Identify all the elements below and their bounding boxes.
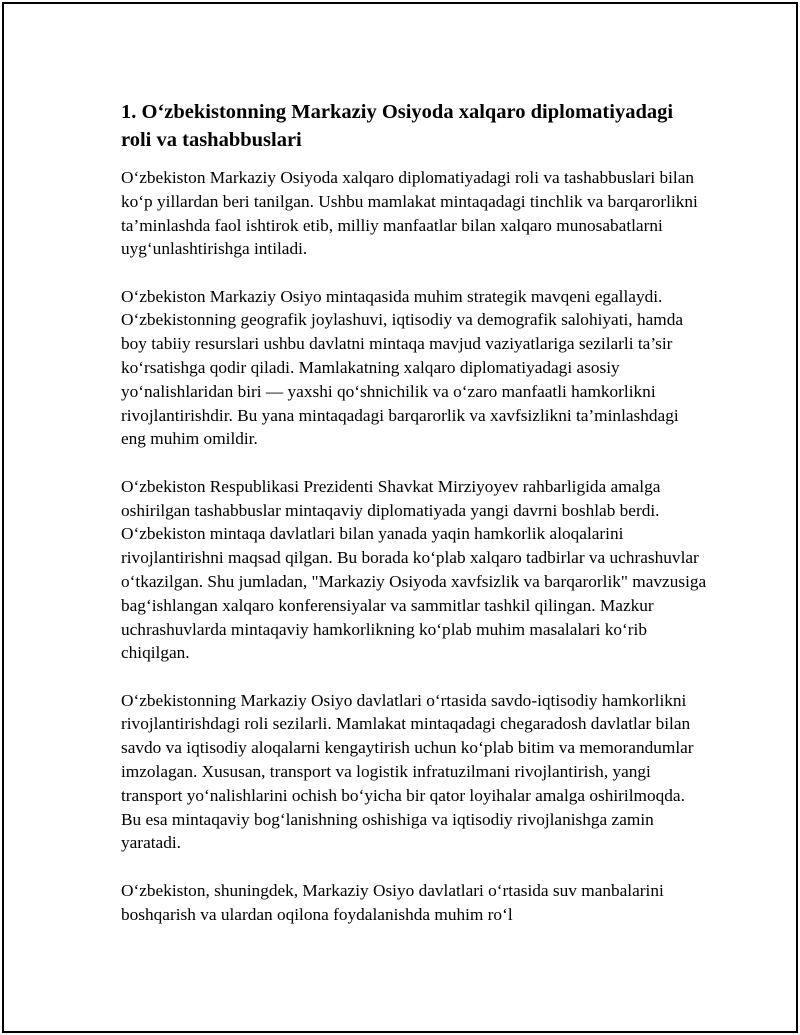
paragraph: O‘zbekiston Respublikasi Prezidenti Shavkat Mirziyoyev rahbarligida amalga oshirilgan tashabbuslar mintaqaviy diplomatiyada yangi davrni boshlab berdi. O‘zbekiston mintaqa davlatlari bilan yanada yaqin hamkorlik aloqalarini rivojlantirishni maqsad qilgan. Bu borada ko‘plab xalqaro tadbirlar va uchrashuvlar o‘tkazilgan. Shu jumladan, "Markaziy Osiyoda xavfsizlik va barqarorlik" mavzusiga bag‘ishlangan xalqaro konferensiyalar va sammitlar tashkil qilingan. Mazkur uchrashuvlarda mintaqaviy hamkorlikning ko‘plab muhim masalalari ko‘rib chiqilgan. — [121, 476, 707, 663]
paragraph: O‘zbekistonning Markaziy Osiyo davlatlari o‘rtasida savdo-iqtisodiy hamkorlikni rivojlantirishdagi roli sezilarli. Mamlakat mintaqadagi chegaradosh davlatlar bilan savdo va iqtisodiy aloqalarni kengaytirish uchun ko‘plab bitim va memorandumlar imzolagan. Xususan, transport va logistik infratuzilmani rivojlantirish, yangi transport yo‘nalishlarini ochish bo‘yicha bir qator loyihalar amalga oshirilmoqda. Bu esa mintaqaviy bog‘lanishning oshishiga va iqtisodiy rivojlanishga zamin yaratadi. — [121, 690, 694, 853]
section-title: 1. O‘zbekistonning Markaziy Osiyoda xalqaro diplomatiyadagi roli va tashabbuslari — [121, 101, 674, 151]
paragraph: O‘zbekiston, shuningdek, Markaziy Osiyo davlatlari o‘rtasida suv manbalarini boshqarish va ulardan oqilona foydalanishda muhim ro‘l — [121, 880, 664, 924]
page-frame — [2, 2, 798, 1033]
paragraph: O‘zbekiston Markaziy Osiyo mintaqasida muhim strategik mavqeni egallaydi. O‘zbekistonning geografik joylashuvi, iqtisodiy va demografik salohiyati, hamda boy tabiiy resurslari ushbu davlatni mintaqa mavjud vaziyatlariga sezilarli ta’sir ko‘rsatishga qodir qiladi. Mamlakatning xalqaro diplomatiyadagi asosiy yo‘nalishlaridan biri — yaxshi qo‘shnichilik va o‘zaro manfaatli hamkorlikni rivojlantirishdir. Bu yana mintaqadagi barqarorlik va xavfsizlikni ta’minlashdagi eng muhim omildir. — [121, 286, 684, 449]
paragraph: O‘zbekiston Markaziy Osiyoda xalqaro diplomatiyadagi roli va tashabbuslari bilan ko‘p yillardan beri tanilgan. Ushbu mamlakat mintaqadagi tinchlik va barqarorlikni ta’minlashda faol ishtirok etib, milliy manfaatlar bilan xalqaro munosabatlarni uyg‘unlashtirishga intiladi. — [121, 168, 698, 259]
document-body — [121, 98, 707, 950]
